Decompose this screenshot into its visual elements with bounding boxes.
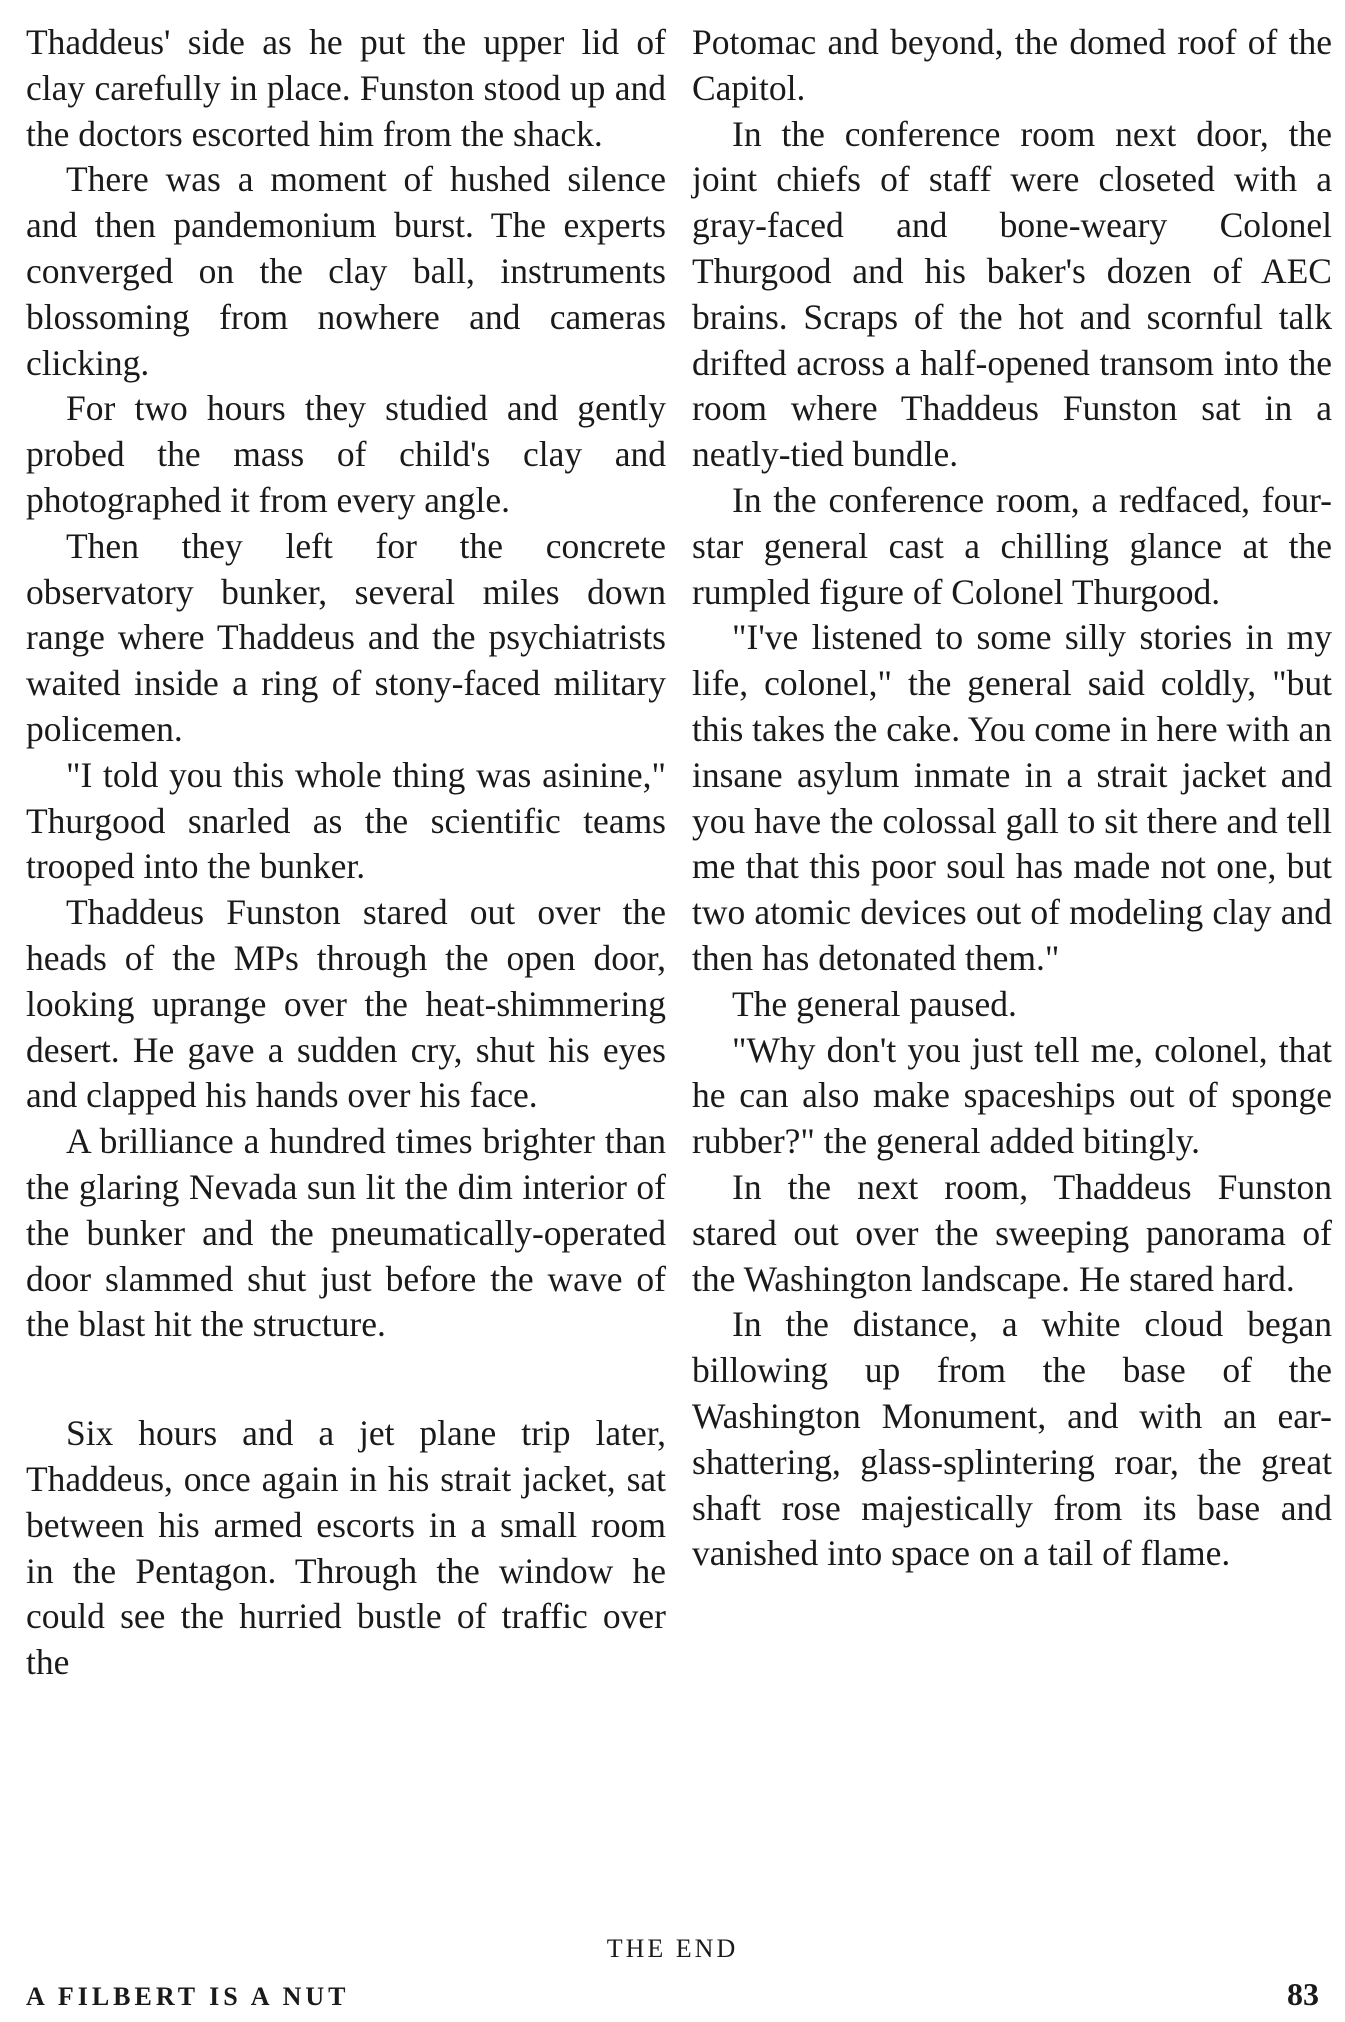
paragraph: In the next room, Thaddeus Funston stared out over the sweeping panorama of the Washington landscape. He stared hard. bbox=[692, 1166, 1332, 1299]
paragraph: Six hours and a jet plane trip later, Thaddeus, once again in his strait jacket, sat between his armed escorts in a small room in the Pentagon. Through the window he could see the hurried bustle of traffic over the bbox=[26, 1413, 666, 1683]
paragraph: Then they left for the concrete observatory bunker, several miles down range where Thaddeus and the psychiatrists waited inside a ring of stony-faced military policemen. bbox=[26, 525, 666, 749]
paragraph: In the conference room, a redfaced, four-star general cast a chilling glance at the rumpled figure of Colonel Thurgood. bbox=[692, 479, 1332, 612]
paragraph: There was a moment of hushed silence and then pandemonium burst. The experts converged on the clay ball, instruments blossoming from nowhere and cameras clicking. bbox=[26, 159, 666, 383]
paragraph: The general paused. bbox=[732, 983, 1017, 1024]
paragraph: For two hours they studied and gently probed the mass of child's clay and photographed it from every angle. bbox=[26, 388, 666, 520]
right-column bbox=[692, 20, 1332, 1577]
paragraph: Thaddeus' side as he put the upper lid of clay carefully in place. Funston stood up and the doctors escorted him from the shack. bbox=[26, 22, 666, 154]
the-end-mark: THE END bbox=[606, 1934, 739, 1963]
running-title: A FILBERT IS A NUT bbox=[26, 1982, 350, 2011]
paragraph: A brilliance a hundred times brighter than the glaring Nevada sun lit the dim interior of the bunker and the pneumatically-operated door slammed shut just before the wave of the blast hit the structure. bbox=[26, 1121, 666, 1345]
paragraph: Thaddeus Funston stared out over the heads of the MPs through the open door, looking uprange over the heat-shimmering desert. He gave a sudden cry, shut his eyes and clapped his hands over his face. bbox=[26, 892, 666, 1116]
page-number: 83 bbox=[1287, 1976, 1319, 2012]
paragraph: In the distance, a white cloud began billowing up from the base of the Washington Monument, and with an ear-shattering, glass-splintering roar, the great shaft rose majestically from its base and vanished into space on a tail of flame. bbox=[692, 1304, 1332, 1574]
paragraph: "I told you this whole thing was asinine," Thurgood snarled as the scientific teams trooped into the bunker. bbox=[26, 754, 666, 887]
paragraph: "Why don't you just tell me, colonel, that he can also make spaceships out of sponge rubber?" the general added bitingly. bbox=[692, 1029, 1332, 1162]
paragraph: "I've listened to some silly stories in my life, colonel," the general said coldly, "but this takes the cake. You come in here with an insane asylum inmate in a strait jacket and you have the colossal gall to sit there and tell me that this poor soul has made not one, but two atomic devices out of modeling clay and then has detonated them." bbox=[692, 617, 1332, 978]
left-column bbox=[26, 20, 666, 1686]
paragraph: Potomac and beyond, the domed roof of the Capitol. bbox=[692, 22, 1332, 108]
paragraph: In the conference room next door, the joint chiefs of staff were closeted with a gray-faced and bone-weary Colonel Thurgood and his baker's dozen of AEC brains. Scraps of the hot and scornful talk drifted across a half-opened transom into the room where Thaddeus Funston sat in a neatly-tied bundle. bbox=[692, 113, 1332, 475]
